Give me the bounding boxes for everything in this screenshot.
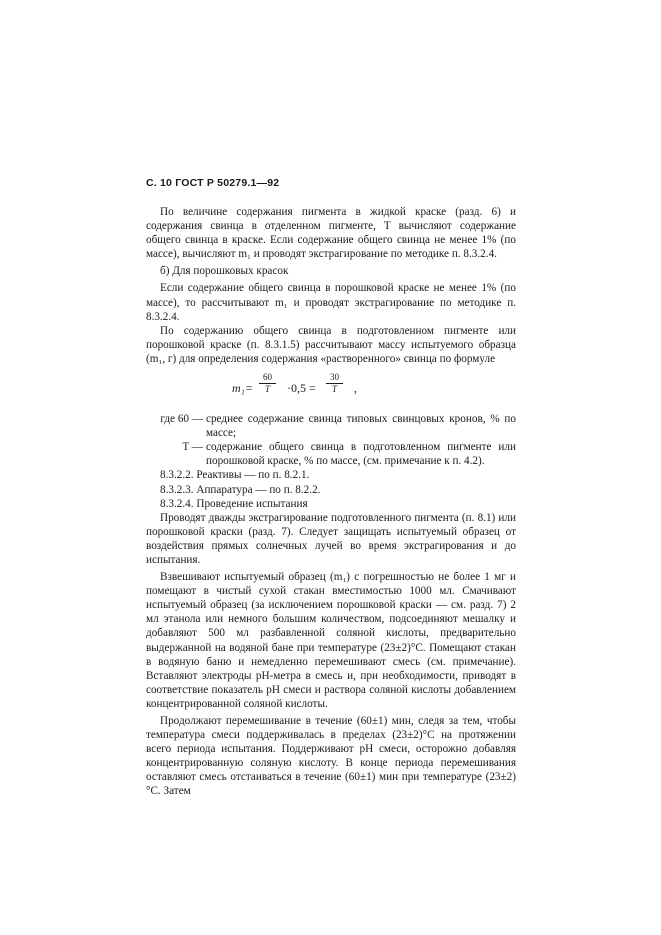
- formula-tail: ,: [354, 381, 357, 396]
- fraction-2-numerator: 30: [326, 372, 343, 384]
- paragraph-stirring: Продолжают перемешивание в течение (60±1) мин, следя за тем, чтобы температура смеси поддерживалась в пределах (23±2)°С на протяжении всего периода испытания. Поддерживают pH смеси, осторожно добавляя концентрированную соляную кислоту. В конце периода перемешивания оставляют смесь отстаиваться в течение (60±1) мин при температуре (23±2)°С. Затем: [146, 715, 516, 798]
- definition-term: T —: [182, 441, 203, 454]
- paragraph-powder-lead: Если содержание общего свинца в порошковой краске не менее 1% (по массе), то рассчитывают m₁ и проводят экстрагирование по методике п. 8.3.2.4.: [146, 282, 516, 323]
- page-header: С. 10 ГОСТ Р 50279.1—92: [146, 177, 280, 189]
- paragraph-weighing: Взвешивают испытуемый образец (m₁) с погрешностью не более 1 мг и помещают в чистый сухой стакан вместимостью 1000 мл. Смачивают испытуемый образец (за исключением порошковой краски — см. разд. 7) 2 мл этанола или немного большим количеством, подсоединяют мешалку и добавляют 500 мл разбавленной соляной кислоты, предварительно выдержанной на водяной бане при температуре (23±2)°С. Помещают стакан в водяную баню и немедленно перемешивают смесь (см. примечание). Вставляют электроды pH-метра в смесь и, при необходимости, приводят в соответствие показатель pH смеси и раствора соляной кислоты добавлением концентрированной соляной кислоты.: [146, 571, 516, 710]
- definition-t: [146, 440, 516, 468]
- paragraph-sample-mass: По содержанию общего свинца в подготовленном пигменте или порошковой краске (п. 8.3.1.5) рассчитывают массу испытуемого образца (m₁, г) для определения содержания «растворенного» свинца по формуле: [146, 324, 516, 365]
- formula-fraction-1: [259, 372, 276, 395]
- document-body: [146, 205, 516, 799]
- subheading-powder-paints: б) Для порошковых красок: [160, 265, 289, 278]
- formula-sample-mass: [146, 370, 516, 406]
- fraction-1-numerator: 60: [259, 372, 276, 384]
- definition-text: среднее содержание свинца типовых свинцовых кронов, % по массе;: [206, 413, 516, 440]
- formula-lhs: m₁=: [232, 381, 253, 396]
- item-apparatus: 8.3.2.3. Аппаратура — по п. 8.2.2.: [160, 483, 321, 496]
- formula-fraction-2: [326, 372, 343, 395]
- definition-60: [146, 412, 516, 440]
- paragraph-extraction: Проводят дважды экстрагирование подготовленного пигмента (п. 8.1) или порошковой краски (разд. 7). Следует защищать испытуемый образец от воздействия прямых солнечных лучей во время экстрагирования и до испытания.: [146, 511, 516, 566]
- formula-middle: ·0,5 =: [287, 381, 316, 396]
- fraction-2-denominator: T: [331, 384, 337, 395]
- fraction-1-denominator: T: [264, 384, 270, 395]
- definition-text: содержание общего свинца в подготовленном пигменте или порошковой краске, % по массе, (см. примечание к п. 4.2).: [206, 441, 516, 468]
- definition-term: где 60 —: [160, 413, 203, 426]
- paragraph-pigment-content: По величине содержания пигмента в жидкой краске (разд. 6) и содержания свинца в отделенном пигменте, T вычисляют содержание общего свинца в краске. Если содержание общего свинца не менее 1% (по массе), вычисляют m₁ и проводят экстрагирование по методике п. 8.3.2.4.: [146, 206, 516, 261]
- item-procedure: 8.3.2.4. Проведение испытания: [160, 497, 308, 510]
- item-reagents: 8.3.2.2. Реактивы — по п. 8.2.1.: [160, 469, 310, 482]
